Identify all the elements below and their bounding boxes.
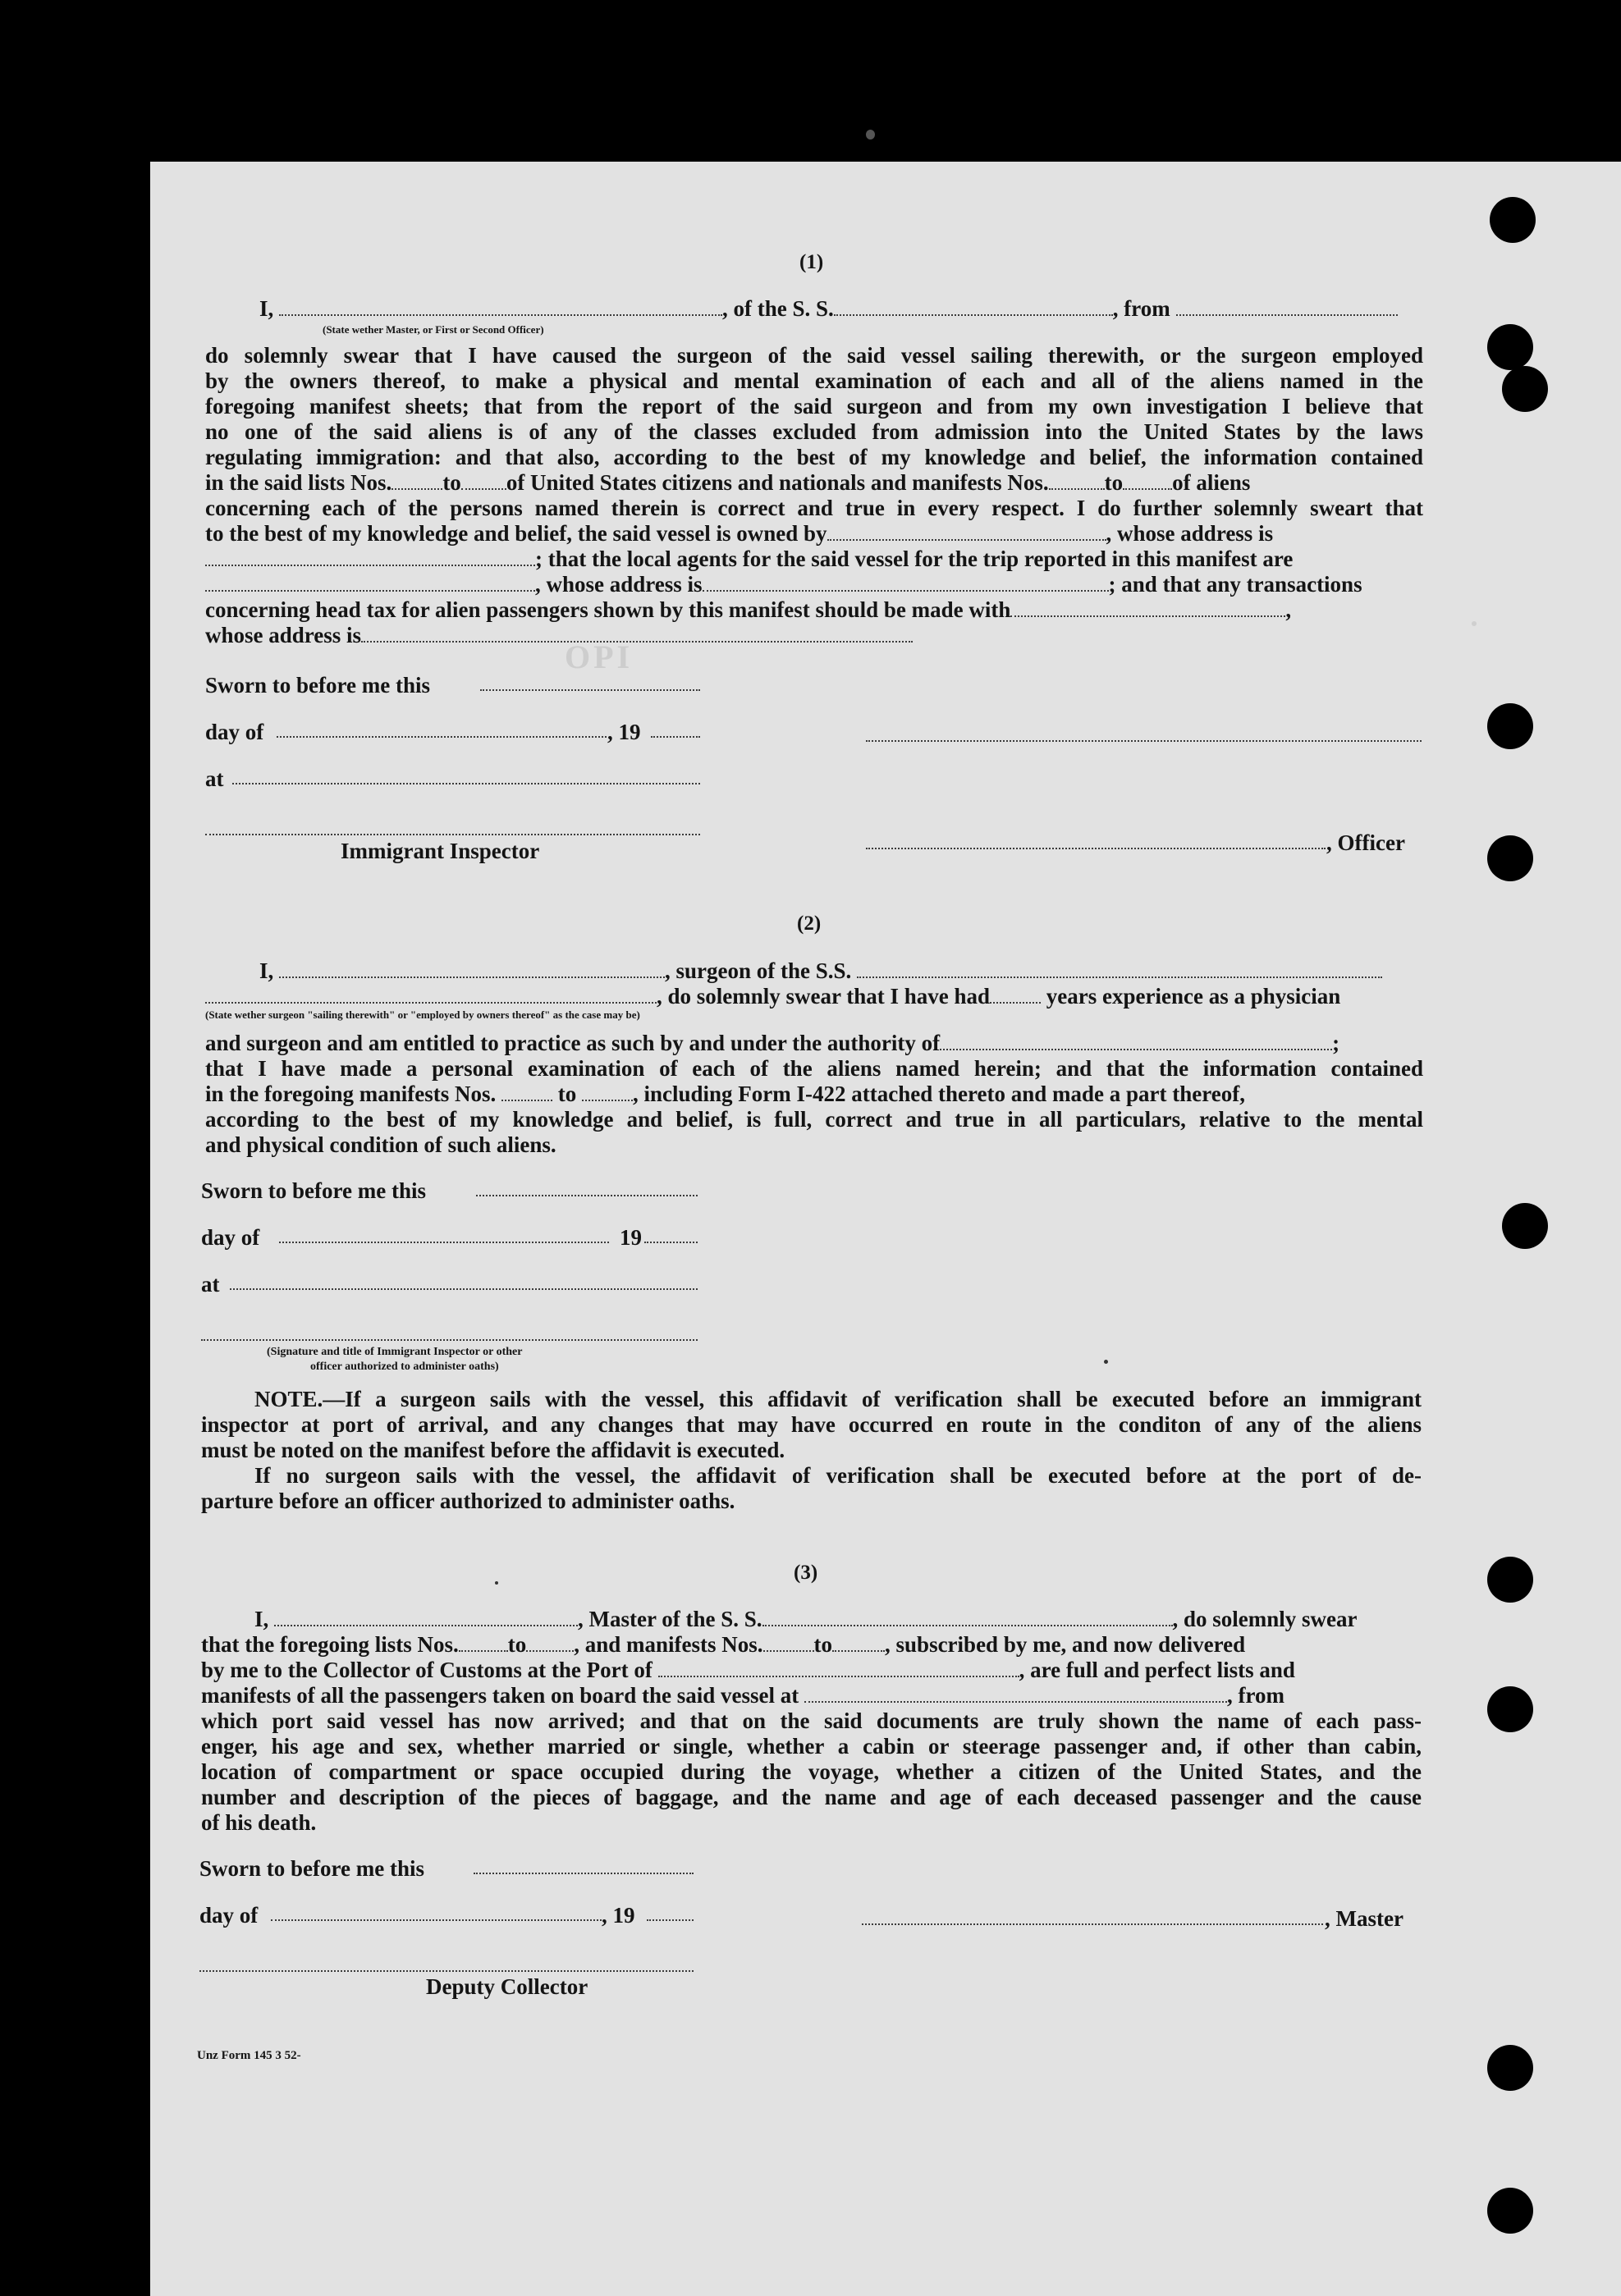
s1-line-9: to the best of my knowledge and belief, the said vessel is owned by , whose address is bbox=[205, 521, 1274, 546]
s2-line-3: and surgeon and am entitled to practice as such by and under the authority of ; bbox=[205, 1031, 1340, 1055]
s2-signature-caption-1: (Signature and title of Immigrant Inspector or other bbox=[267, 1346, 523, 1358]
s3-line-9: of his death. bbox=[201, 1810, 317, 1835]
s3-deputy-label: Deputy Collector bbox=[426, 1974, 588, 1999]
vessel-name-field[interactable] bbox=[834, 298, 1113, 316]
s3-master-signature-line[interactable] bbox=[862, 1923, 1323, 1925]
s1-line-7: in the said lists Nos. to of United States citizens and nationals and manifests Nos. to of aliens bbox=[205, 470, 1251, 495]
faint-stamp: OPI bbox=[565, 638, 634, 675]
note-line-4: If no surgeon sails with the vessel, the affidavit of verification shall be executed before at the port of de- bbox=[254, 1463, 1422, 1488]
s3-list-from-field[interactable] bbox=[459, 1634, 508, 1652]
paper-speck bbox=[1472, 621, 1477, 626]
s3-line-1: I, , Master of the S. S. , do solemnly swear bbox=[254, 1607, 1358, 1631]
s1-line-1: I, , of the S. S. , from bbox=[205, 296, 1423, 322]
punch-hole bbox=[1487, 1557, 1533, 1603]
note-line-2: inspector at port of arrival, and any changes that may have occurred en route in the conditon of any of the aliens bbox=[201, 1412, 1422, 1437]
punch-hole bbox=[1487, 324, 1533, 370]
s3-line-5: which port said vessel has now arrived; and that on the said documents are truly shown the name of each pass- bbox=[201, 1708, 1422, 1733]
years-experience-field[interactable] bbox=[990, 986, 1041, 1004]
agent-address-field[interactable] bbox=[703, 574, 1109, 592]
s3-manifest-from-field[interactable] bbox=[763, 1634, 814, 1652]
s2-line-5: in the foregoing manifests Nos. to , including Form I-422 attached thereto and made a part thereof, bbox=[205, 1082, 1245, 1106]
surgeon-status-field[interactable] bbox=[205, 986, 657, 1004]
s3-list-to-field[interactable] bbox=[526, 1634, 574, 1652]
officer-rank-field[interactable] bbox=[279, 298, 722, 316]
punch-hole bbox=[1487, 835, 1533, 881]
s3-port-of-embarkation-field[interactable] bbox=[804, 1685, 1227, 1703]
note-line-5: parture before an officer authorized to administer oaths. bbox=[201, 1489, 735, 1513]
surgeon-name-field[interactable] bbox=[279, 960, 665, 978]
s2-at-line[interactable] bbox=[230, 1288, 698, 1290]
s1-officer-label: , Officer bbox=[1326, 830, 1405, 855]
s1-sworn-date-line[interactable] bbox=[480, 689, 700, 691]
punch-hole bbox=[1490, 197, 1536, 243]
section-1-number: (1) bbox=[799, 251, 824, 273]
alien-manifest-from-field[interactable] bbox=[1049, 472, 1105, 490]
citizen-list-to-field[interactable] bbox=[461, 472, 506, 490]
s1-at-label: at bbox=[205, 766, 224, 791]
head-tax-contact-field[interactable] bbox=[1010, 599, 1285, 617]
s3-line-2: that the foregoing lists Nos. to , and manifests Nos. to , subscribed by me, and now delivered bbox=[201, 1632, 1246, 1657]
s3-vessel-field[interactable] bbox=[762, 1608, 1173, 1626]
s2-status-caption: (State wether surgeon "sailing therewith" or "employed by owners thereof" as the case may be) bbox=[205, 1009, 640, 1021]
s1-year-label: , 19 bbox=[607, 720, 641, 744]
s1-line-10: ; that the local agents for the said vessel for the trip reported in this manifest are bbox=[205, 547, 1423, 572]
s3-port-of-arrival-field[interactable] bbox=[658, 1659, 1019, 1677]
s2-line-7: and physical condition of such aliens. bbox=[205, 1132, 556, 1157]
ink-speck bbox=[495, 1581, 498, 1585]
s2-year-line[interactable] bbox=[644, 1242, 698, 1243]
ink-speck bbox=[1104, 1360, 1108, 1364]
s3-year-line[interactable] bbox=[647, 1919, 694, 1921]
s3-year-label: , 19 bbox=[602, 1903, 635, 1928]
note-line-1: NOTE.—If a surgeon sails with the vessel, this affidavit of verification shall be executed before an immigrant bbox=[254, 1387, 1422, 1411]
s3-deputy-signature-line[interactable] bbox=[199, 1970, 694, 1972]
punch-hole bbox=[1502, 366, 1548, 412]
s2-day-of-label: day of bbox=[201, 1225, 260, 1250]
s3-line-7: location of compartment or space occupied during the voyage, whether a citizen of the United States, and the bbox=[201, 1759, 1422, 1784]
punch-hole bbox=[1487, 2045, 1533, 2091]
s1-line-3: by the owners thereof, to make a physical and mental examination of each and all of the aliens named in the bbox=[205, 368, 1423, 393]
s2-line-6: according to the best of my knowledge and belief, is full, correct and true in all particulars, relative to the mental bbox=[205, 1107, 1423, 1132]
section-3-number: (3) bbox=[794, 1562, 818, 1584]
s2-sworn-date-line[interactable] bbox=[476, 1195, 698, 1196]
s2-manifest-from-field[interactable] bbox=[501, 1083, 552, 1101]
s3-line-4: manifests of all the passengers taken on board the said vessel at , from bbox=[201, 1683, 1284, 1708]
s1-year-line[interactable] bbox=[651, 736, 700, 738]
s2-signature-line[interactable] bbox=[201, 1339, 698, 1341]
margin-speck bbox=[866, 130, 875, 139]
s1-day-of-label: day of bbox=[205, 720, 264, 744]
alien-manifest-to-field[interactable] bbox=[1123, 472, 1172, 490]
s1-line-11: , whose address is ; and that any transactions bbox=[205, 572, 1423, 597]
s2-at-label: at bbox=[201, 1272, 220, 1297]
s3-line-3: by me to the Collector of Customs at the Port of , are full and perfect lists and bbox=[201, 1658, 1295, 1682]
s3-manifest-to-field[interactable] bbox=[832, 1634, 885, 1652]
s1-line-5: no one of the said aliens is of any of the classes excluded from admission into the United States by the laws bbox=[205, 419, 1423, 444]
s1-day-of-line[interactable] bbox=[277, 736, 607, 738]
s2-year-label: 19 bbox=[620, 1225, 642, 1250]
s1-officer-signature-line[interactable] bbox=[866, 848, 1326, 849]
s1-line-2: do solemnly swear that I have caused the surgeon of the said vessel sailing therewith, or the surgeon employed bbox=[205, 343, 1423, 368]
s3-line-8: number and description of the pieces of baggage, and the name and age of each deceased passenger and the cause bbox=[201, 1785, 1422, 1809]
section-2-number: (2) bbox=[797, 912, 822, 935]
s3-master-name-field[interactable] bbox=[274, 1608, 578, 1626]
punch-hole bbox=[1502, 1203, 1548, 1249]
note-line-3: must be noted on the manifest before the affidavit is executed. bbox=[201, 1438, 785, 1462]
form-identifier: Unz Form 145 3 52- bbox=[197, 2049, 301, 2062]
owner-address-field[interactable] bbox=[205, 548, 535, 566]
s1-line-6: regulating immigration: and that also, according to the best of my knowledge and belief, the information contained bbox=[205, 445, 1423, 469]
s3-master-label: , Master bbox=[1325, 1906, 1403, 1931]
owner-field[interactable] bbox=[827, 523, 1106, 541]
s1-inspector-label: Immigrant Inspector bbox=[341, 839, 540, 863]
s3-day-of-label: day of bbox=[199, 1903, 259, 1928]
s3-line-6: enger, his age and sex, whether married or single, whether a cabin or steerage passenger and, if other than cabin, bbox=[201, 1734, 1422, 1759]
s2-line-2: , do solemnly swear that I have had years experience as a physician bbox=[205, 984, 1423, 1009]
s2-manifest-to-field[interactable] bbox=[582, 1083, 633, 1101]
s1-line-8: concerning each of the persons named therein is correct and true in every respect. I do further solemnly sweart that bbox=[205, 496, 1423, 520]
s2-vessel-field[interactable] bbox=[857, 960, 1382, 978]
local-agent-field[interactable] bbox=[205, 574, 535, 592]
s3-sworn-label: Sworn to before me this bbox=[199, 1856, 424, 1881]
licensing-authority-field[interactable] bbox=[940, 1032, 1332, 1050]
s1-line-4: foregoing manifest sheets; that from the report of the said surgeon and from my own investigation I believe that bbox=[205, 394, 1423, 418]
s3-sworn-date-line[interactable] bbox=[474, 1873, 694, 1874]
punch-hole bbox=[1487, 703, 1533, 749]
punch-hole bbox=[1487, 2188, 1533, 2234]
s1-inspector-signature-line[interactable] bbox=[205, 834, 700, 835]
s1-line-12: concerning head tax for alien passengers shown by this manifest should be made with , bbox=[205, 597, 1292, 622]
s1-officer-signature-line-upper[interactable] bbox=[866, 740, 1422, 742]
citizen-list-from-field[interactable] bbox=[392, 472, 442, 490]
s3-day-of-line[interactable] bbox=[271, 1919, 602, 1921]
punch-hole bbox=[1487, 1686, 1533, 1732]
s2-signature-caption-2: officer authorized to administer oaths) bbox=[310, 1361, 499, 1373]
s1-rank-caption: (State wether Master, or First or Second Officer) bbox=[323, 323, 544, 336]
s2-day-of-line[interactable] bbox=[279, 1242, 609, 1243]
s1-sworn-label: Sworn to before me this bbox=[205, 673, 430, 697]
s2-sworn-label: Sworn to before me this bbox=[201, 1178, 426, 1203]
head-tax-address-field[interactable] bbox=[361, 624, 913, 643]
s1-line-13: whose address is bbox=[205, 623, 1423, 648]
s2-line-4: that I have made a personal examination of each of the aliens named herein; and that the information contained bbox=[205, 1056, 1423, 1081]
s1-at-line[interactable] bbox=[232, 783, 700, 784]
from-port-field[interactable] bbox=[1176, 298, 1398, 316]
s2-line-1: I, , surgeon of the S.S. bbox=[205, 958, 1423, 984]
